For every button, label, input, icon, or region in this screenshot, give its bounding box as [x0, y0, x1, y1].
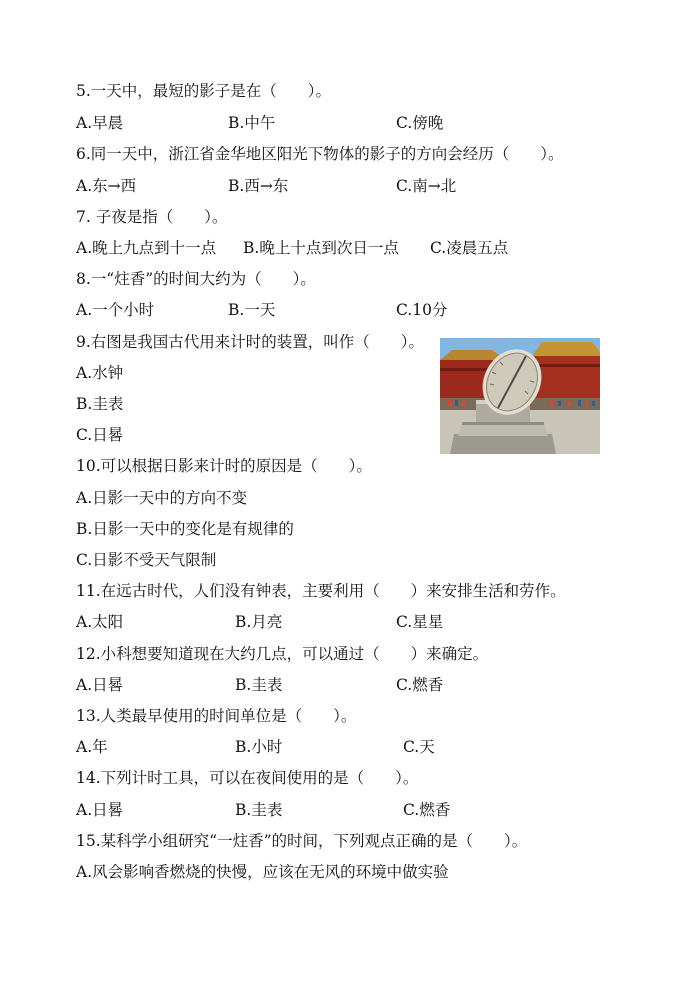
question-14-option-c: C.燃香 — [403, 801, 451, 819]
question-8-option-c: C.10分 — [396, 301, 448, 319]
question-7-option-b: B.晚上十点到次日一点 — [243, 239, 399, 257]
question-9-option-c: C.日晷 — [76, 426, 124, 444]
question-10-stem: 10.可以根据日影来计时的原因是（ ）。 — [76, 457, 372, 475]
question-13-stem: 13.人类最早使用的时间单位是（ ）。 — [76, 707, 357, 725]
question-13-options — [76, 737, 636, 757]
question-8-stem: 8.一“炷香”的时间大约为（ ）。 — [76, 270, 316, 288]
question-15-stem: 15.某科学小组研究“一炷香”的时间，下列观点正确的是（ ）。 — [76, 832, 528, 850]
question-7-stem: 7. 子夜是指（ ）。 — [76, 208, 228, 226]
question-7-option-a: A.晚上九点到十一点 — [76, 239, 217, 257]
question-11-option-a: A.太阳 — [76, 613, 124, 631]
question-12-stem: 12.小科想要知道现在大约几点，可以通过（ ）来确定。 — [76, 645, 489, 663]
question-5-stem: 5.一天中，最短的影子是在（ ）。 — [76, 82, 332, 100]
question-12-option-a: A.日晷 — [76, 676, 124, 694]
question-6-option-c: C.南→北 — [396, 177, 457, 195]
question-5-options — [76, 113, 636, 133]
question-12-option-c: C.燃香 — [396, 676, 444, 694]
question-9-option-a: A.水钟 — [76, 364, 124, 382]
question-10-option-b: B.日影一天中的变化是有规律的 — [76, 520, 294, 538]
question-13-option-c: C.天 — [403, 738, 435, 756]
question-6-option-a: A.东→西 — [76, 177, 137, 195]
question-5-option-c: C.傍晚 — [396, 114, 444, 132]
question-14-stem: 14.下列计时工具，可以在夜间使用的是（ ）。 — [76, 769, 419, 787]
question-12-options — [76, 675, 636, 695]
question-8-option-b: B.一天 — [228, 301, 276, 319]
question-9-option-b: B.圭表 — [76, 395, 124, 413]
question-13-option-a: A.年 — [76, 738, 108, 756]
question-14-option-a: A.日晷 — [76, 801, 124, 819]
question-11-option-b: B.月亮 — [235, 613, 283, 631]
sundial-photo — [440, 338, 600, 454]
question-5-option-b: B.中午 — [228, 114, 276, 132]
question-6-stem: 6.同一天中，浙江省金华地区阳光下物体的影子的方向会经历（ ）。 — [76, 145, 564, 163]
question-13-option-b: B.小时 — [235, 738, 283, 756]
question-10-option-a: A.日影一天中的方向不变 — [76, 489, 248, 507]
question-8-option-a: A.一个小时 — [76, 301, 155, 319]
question-8-options — [76, 300, 636, 320]
question-6-options — [76, 176, 636, 196]
question-11-stem: 11.在远古时代，人们没有钟表，主要利用（ ）来安排生活和劳作。 — [76, 582, 566, 600]
question-14-option-b: B.圭表 — [235, 801, 283, 819]
question-5-option-a: A.早晨 — [76, 114, 124, 132]
question-9-stem: 9.右图是我国古代用来计时的装置，叫作（ ）。 — [76, 333, 425, 351]
question-12-option-b: B.圭表 — [235, 676, 283, 694]
question-7-options — [76, 238, 636, 258]
question-6-option-b: B.西→东 — [228, 177, 289, 195]
question-14-options — [76, 800, 636, 820]
question-15-option-a: A.风会影响香燃烧的快慢，应该在无风的环境中做实验 — [76, 863, 449, 881]
question-10-option-c: C.日影不受天气限制 — [76, 551, 217, 569]
question-7-option-c: C.凌晨五点 — [430, 239, 509, 257]
question-11-option-c: C.星星 — [396, 613, 444, 631]
question-11-options — [76, 612, 636, 632]
